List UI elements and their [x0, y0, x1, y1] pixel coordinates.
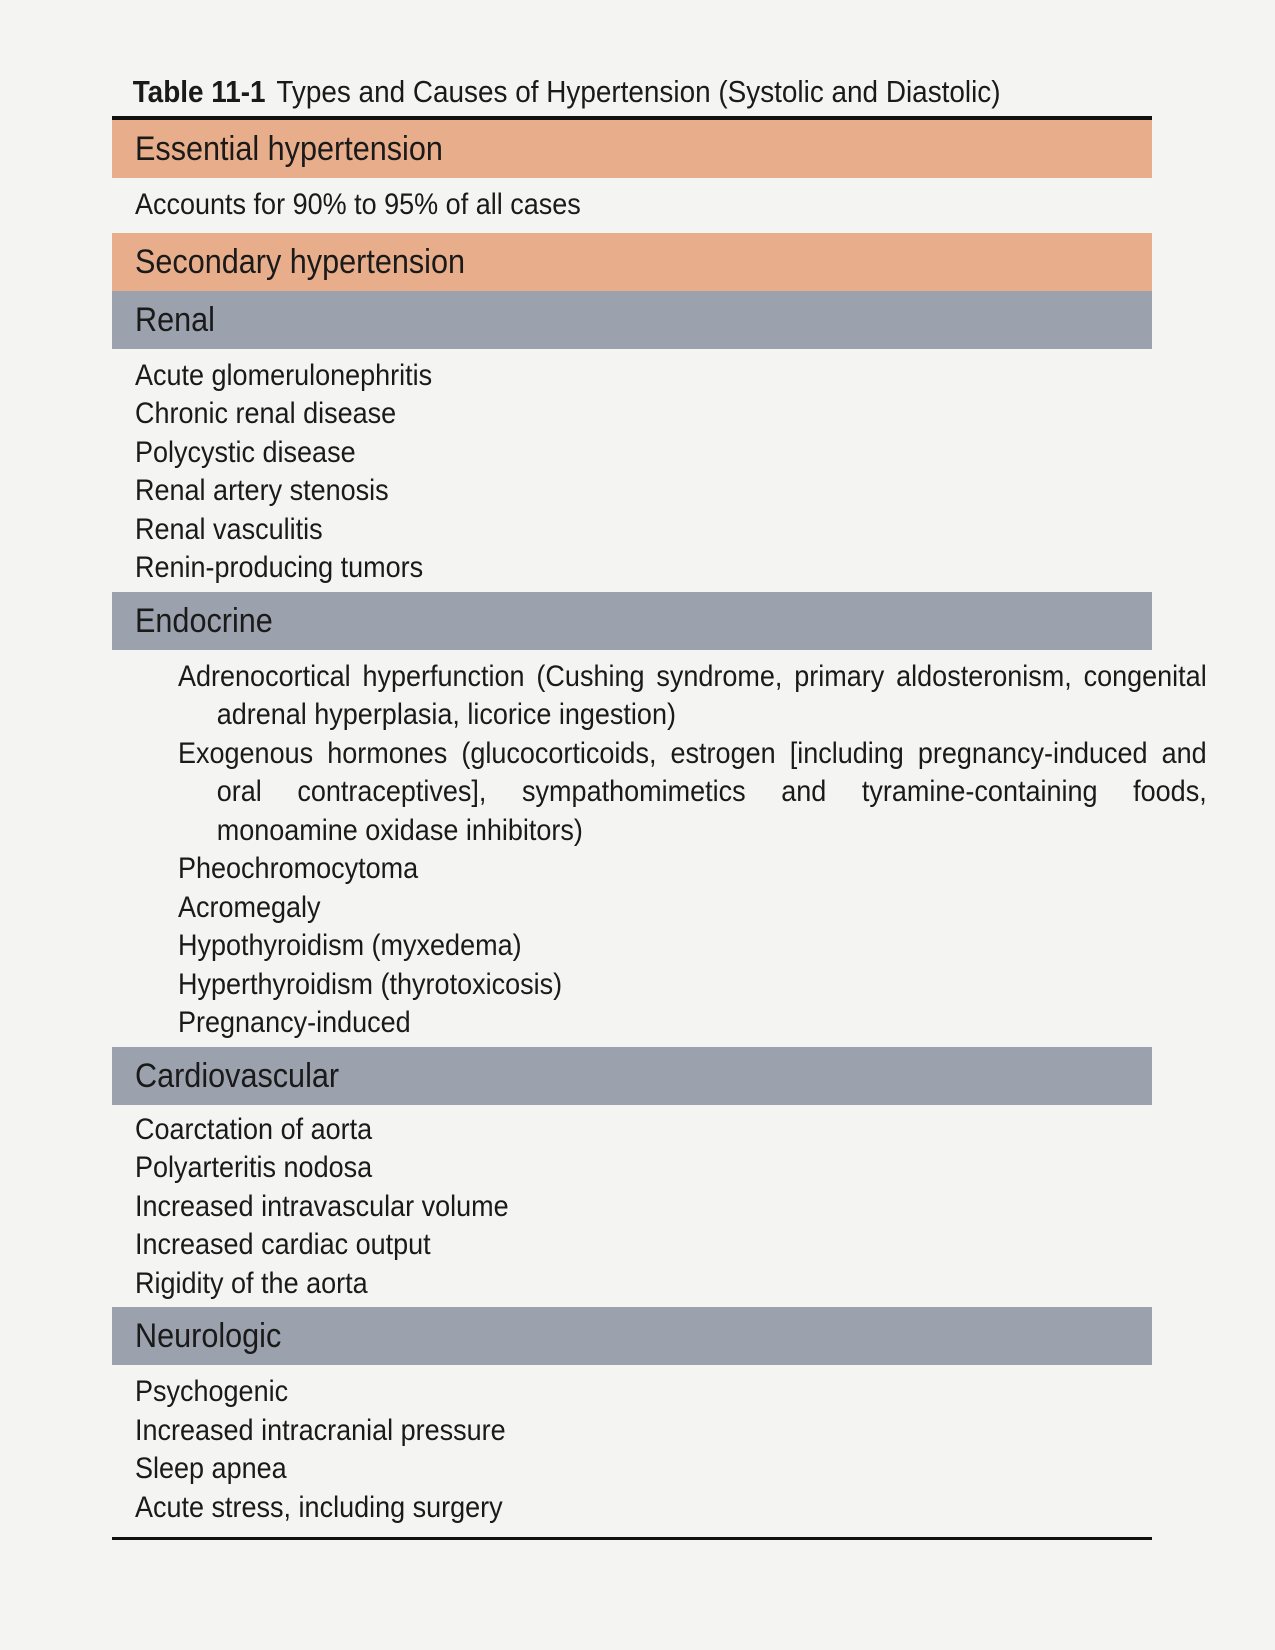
- cardiovascular-heading: Cardiovascular: [135, 1056, 340, 1095]
- list-item: Hypothyroidism (myxedema): [178, 929, 522, 962]
- secondary-heading: Secondary hypertension: [135, 242, 466, 281]
- essential-text: Accounts for 90% to 95% of all cases: [135, 188, 581, 221]
- table-caption: [112, 62, 1048, 116]
- endocrine-list: [112, 650, 1207, 1047]
- bottom-rule: [112, 1537, 1152, 1540]
- renal-heading-band: [112, 291, 1152, 349]
- list-item: Polycystic disease: [135, 435, 356, 469]
- list-item: Renin-producing tumors: [135, 551, 424, 584]
- essential-heading: Essential hypertension: [135, 130, 443, 168]
- list-item: Sleep apnea: [135, 1452, 287, 1485]
- list-item: Psychogenic: [135, 1375, 289, 1408]
- cardiovascular-list: [112, 1105, 1152, 1308]
- table-page: [112, 62, 1207, 1597]
- list-item: Hyperthyroidism (thyrotoxicosis): [178, 967, 563, 1001]
- cardiovascular-heading-band: [112, 1047, 1152, 1105]
- list-item: Pregnancy-induced: [178, 1006, 411, 1039]
- endocrine-heading: Endocrine: [135, 601, 273, 640]
- essential-text-block: [112, 178, 1152, 233]
- list-item: Pheochromocytoma: [178, 852, 419, 885]
- endocrine-heading-band: [112, 592, 1152, 650]
- table-number: Table 11-1: [132, 74, 266, 109]
- essential-heading-band: [112, 120, 1152, 178]
- list-item: Polyarteritis nodosa: [135, 1151, 373, 1184]
- list-item: Rigidity of the aorta: [135, 1266, 368, 1300]
- neurologic-list: [112, 1365, 1152, 1537]
- list-item: Renal artery stenosis: [135, 474, 389, 507]
- list-item: Renal vasculitis: [135, 512, 323, 546]
- table-body: [112, 120, 1207, 1540]
- renal-list: [112, 349, 1152, 592]
- renal-heading: Renal: [135, 300, 215, 339]
- list-item: Increased intracranial pressure: [135, 1413, 506, 1447]
- secondary-heading-band: [112, 233, 1152, 291]
- list-item: Coarctation of aorta: [135, 1112, 373, 1146]
- list-item: Acute glomerulonephritis: [135, 358, 433, 392]
- list-item: Acromegaly: [178, 890, 321, 924]
- list-item: Adrenocortical hyperfunction (Cushing syndrome, primary aldosteronism, congenital adrenal hyperplasia, licorice ingestion): [178, 659, 1207, 731]
- neurologic-heading-band: [112, 1307, 1152, 1365]
- list-item: Chronic renal disease: [135, 397, 397, 430]
- list-item: Exogenous hormones (glucocorticoids, estrogen [including pregnancy-induced and oral contraceptives], sympathomimetics and tyramine-containing foods, monoamine oxidase inhibitors): [178, 736, 1207, 847]
- list-item: Increased intravascular volume: [135, 1189, 509, 1223]
- neurologic-heading: Neurologic: [135, 1317, 282, 1355]
- list-item: Increased cardiac output: [135, 1228, 431, 1261]
- list-item: Acute stress, including surgery: [135, 1490, 503, 1524]
- table-title: Types and Causes of Hypertension (Systolic and Diastolic): [276, 74, 1001, 109]
